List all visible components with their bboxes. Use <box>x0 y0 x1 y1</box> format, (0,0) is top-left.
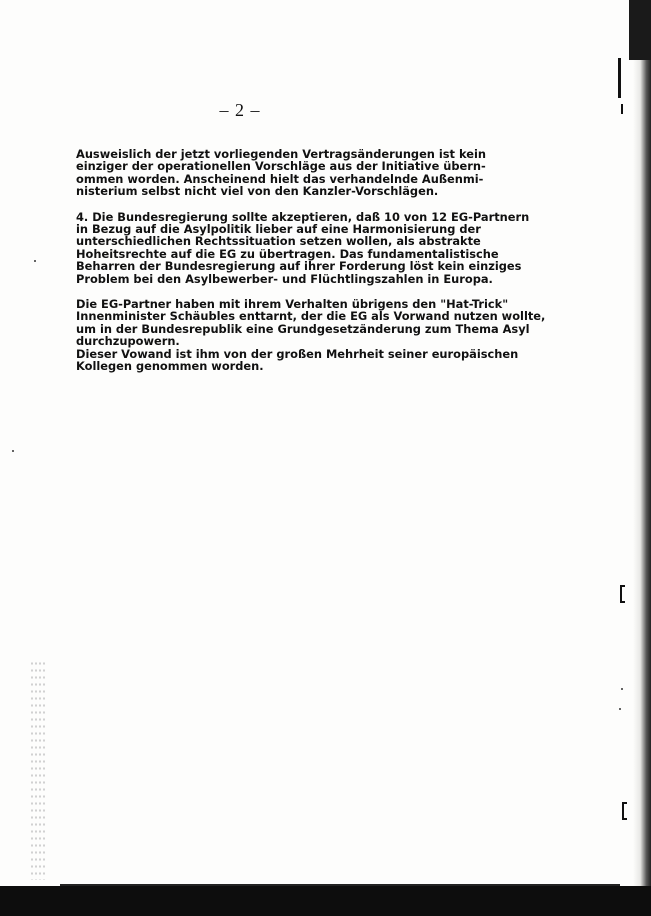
text-line: durchzupowern. <box>76 334 180 349</box>
paragraph-intro <box>76 148 516 198</box>
text-line: Die EG-Partner haben mit ihrem Verhalten übrigens den "Hat-Trick" <box>76 297 509 312</box>
text-line: ommen worden. Anscheinend hielt das verhandelnde Außenmi- <box>76 171 484 186</box>
page-number: – 2 – <box>219 100 261 120</box>
scan-mark <box>621 104 623 114</box>
scan-bracket-mark <box>622 802 627 820</box>
paragraph-point-4 <box>76 209 530 286</box>
text-line: Hoheitsrechte auf die EG zu übertragen. Das fundamentalistische <box>76 246 499 261</box>
text-line: Problem bei den Asylbewerber- und Flüchtlingszahlen in Europa. <box>76 271 493 286</box>
text-line: Dieser Vowand ist ihm von der großen Mehrheit seiner europäischen <box>76 346 519 361</box>
text-line: 4. Die Bundesregierung sollte akzeptieren, daß 10 von 12 EG-Partnern <box>76 209 530 224</box>
scan-speck <box>12 450 14 452</box>
text-line: um in der Bundesrepublik eine Grundgesetzänderung zum Thema Asyl <box>76 321 530 336</box>
scan-speck <box>621 688 623 690</box>
text-line: unterschiedlichen Rechtssituation setzen wollen, als abstrakte <box>76 234 481 249</box>
text-line: Ausweislich der jetzt vorliegenden Vertragsänderungen ist kein <box>76 147 486 161</box>
text-line: Innenminister Schäubles enttarnt, der die EG als Vorwand nutzen wollte, <box>76 309 546 324</box>
scan-noise <box>30 660 46 880</box>
scan-edge-shadow <box>633 0 651 916</box>
scan-bracket-mark <box>620 585 625 603</box>
text-line: einziger der operationellen Vorschläge aus der Initiative übern- <box>76 159 486 174</box>
scan-speck <box>619 708 621 710</box>
paragraph-closing <box>76 297 546 374</box>
text-line: Kollegen genommen worden. <box>76 359 264 374</box>
text-line: Beharren der Bundesregierung auf ihrer Forderung löst kein einziges <box>76 259 522 274</box>
scan-mark <box>618 58 621 98</box>
scan-corner-shadow <box>629 0 651 60</box>
text-line: in Bezug auf die Asylpolitik lieber auf eine Harmonisierung der <box>76 222 481 237</box>
scan-bottom-edge <box>0 886 651 916</box>
text-line: nisterium selbst nicht viel von den Kanzler-Vorschlägen. <box>76 184 439 199</box>
scan-speck <box>34 260 36 262</box>
document-body <box>76 147 546 374</box>
